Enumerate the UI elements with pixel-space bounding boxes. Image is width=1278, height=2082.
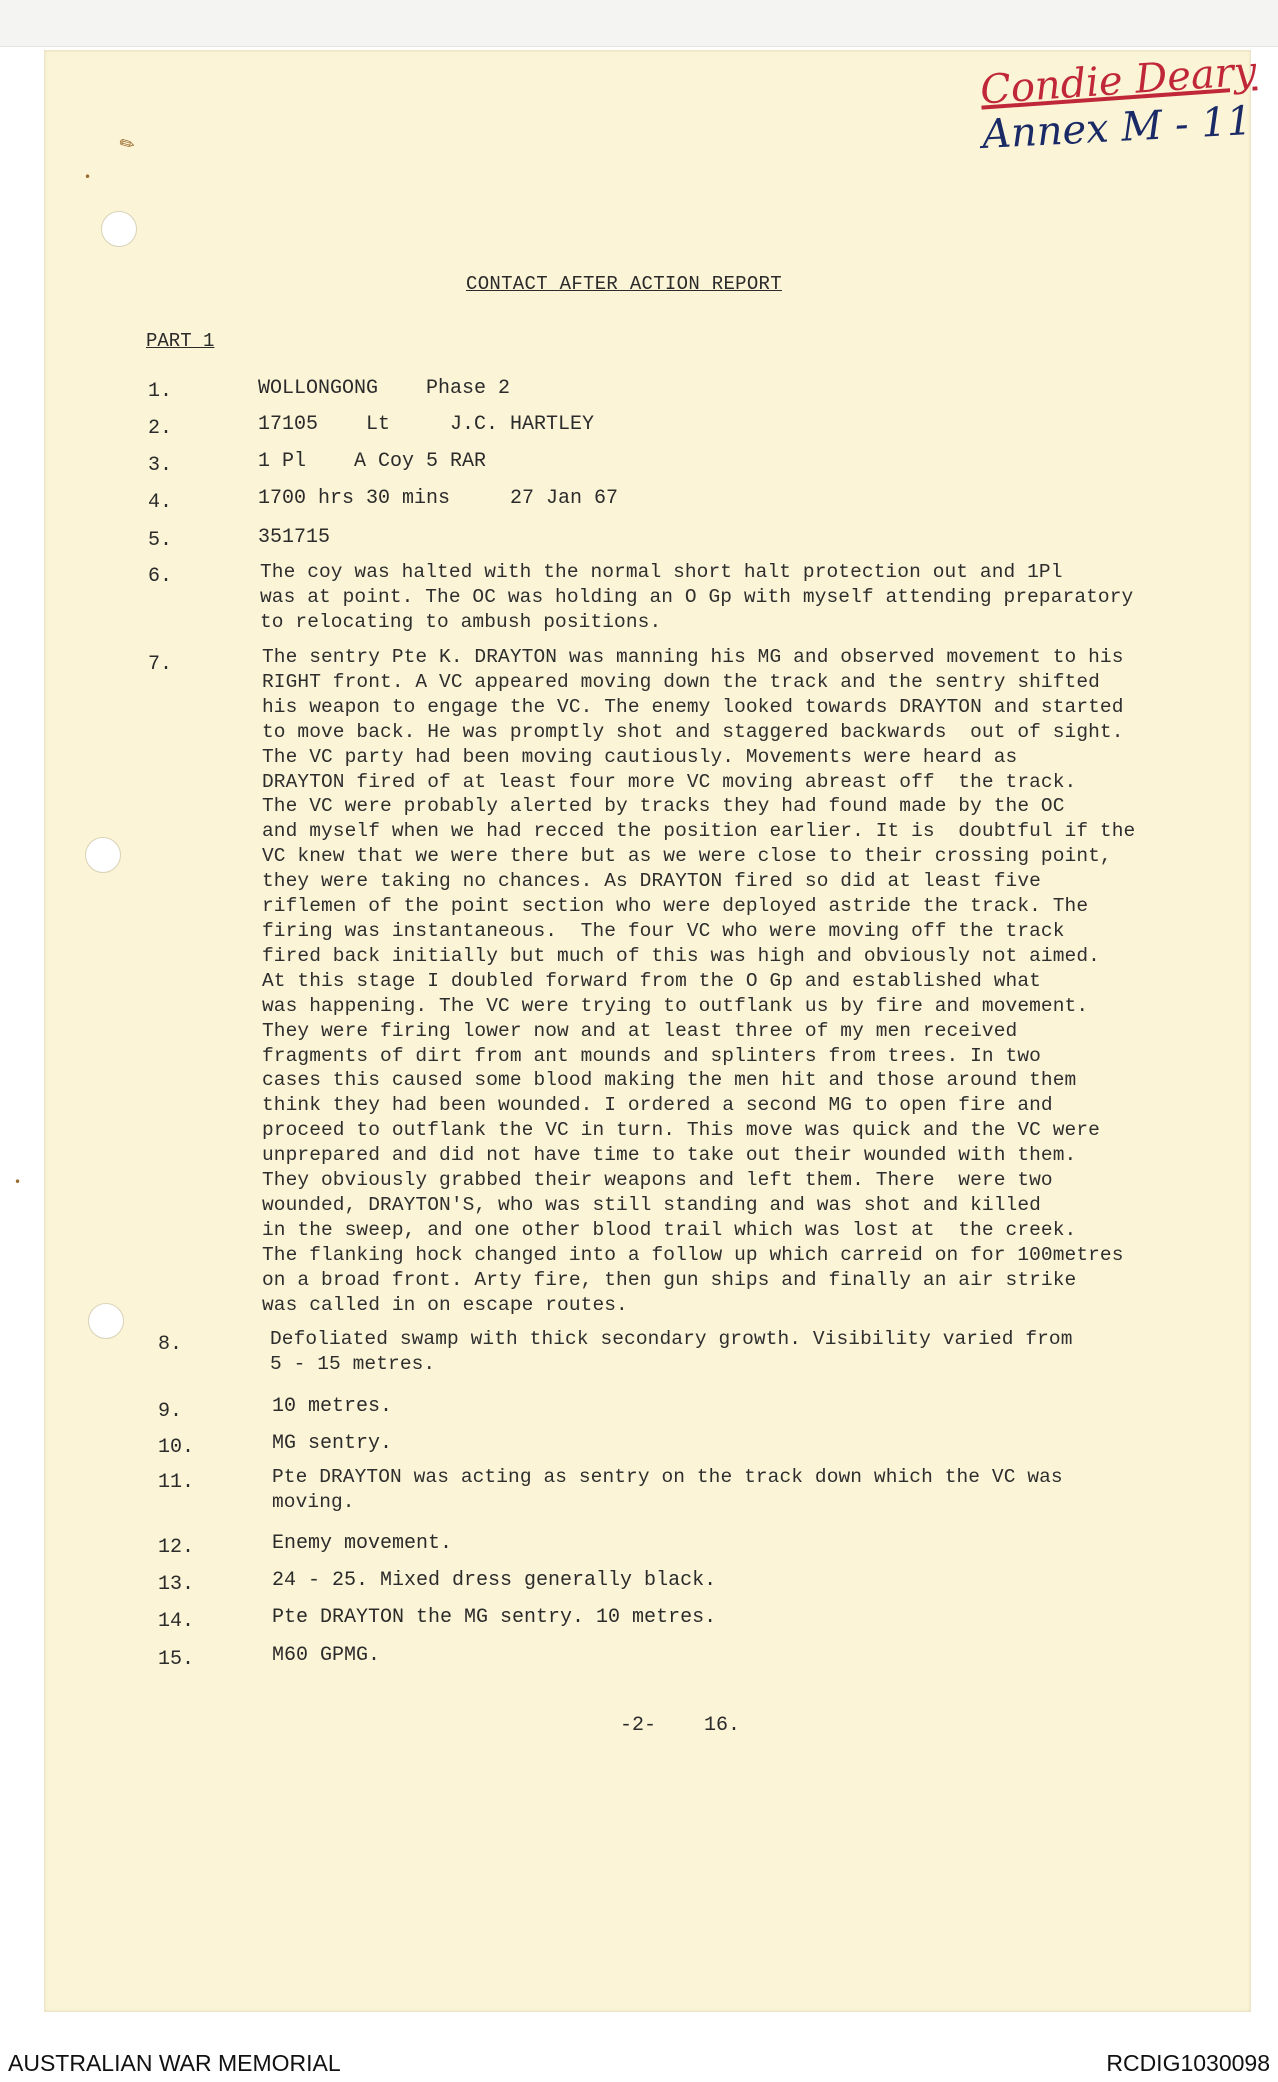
item-3-unit: 1 Pl A Coy 5 RAR <box>258 450 487 473</box>
item-number-8: 8. <box>158 1333 183 1356</box>
part-heading: PART 1 <box>146 330 215 352</box>
item-13-enemy-strength: 24 - 25. Mixed dress generally black. <box>272 1569 717 1592</box>
stain-dot-left: • <box>14 1175 22 1189</box>
archive-reference: RCDIG1030098 <box>1106 2050 1270 2076</box>
item-10-detected-by: MG sentry. <box>272 1432 393 1455</box>
item-14-first-fire: Pte DRAYTON the MG sentry. 10 metres. <box>272 1606 717 1629</box>
handwritten-annex-note: Annex M - 11 <box>980 97 1254 159</box>
item-15-weapon: M60 GPMG. <box>272 1644 381 1667</box>
item-8-terrain: Defoliated swamp with thick secondary growth. Visibility varied from 5 - 15 metres. <box>270 1328 1073 1375</box>
item-number-1: 1. <box>148 380 173 403</box>
handwritten-signature: Condie Deary <box>978 48 1258 114</box>
item-5-grid-reference: 351715 <box>258 526 331 549</box>
document-title: CONTACT AFTER ACTION REPORT <box>466 273 782 295</box>
item-2-officer: 17105 Lt J.C. HARTLEY <box>258 413 595 436</box>
item-number-9: 9. <box>158 1400 183 1423</box>
item-4-time-date: 1700 hrs 30 mins 27 Jan 67 <box>258 487 619 510</box>
item-number-2: 2. <box>148 417 173 440</box>
item-number-5: 5. <box>148 529 173 552</box>
item-number-7: 7. <box>148 653 173 676</box>
item-number-10: 10. <box>158 1436 195 1459</box>
archive-institution: AUSTRALIAN WAR MEMORIAL <box>8 2050 341 2076</box>
item-11-sentry-note: Pte DRAYTON was acting as sentry on the track down which the VC was moving. <box>272 1466 1063 1513</box>
item-number-14: 14. <box>158 1610 195 1633</box>
item-9-range: 10 metres. <box>272 1395 393 1418</box>
item-1-operation: WOLLONGONG Phase 2 <box>258 377 511 400</box>
punch-hole-middle <box>85 837 121 873</box>
item-number-3: 3. <box>148 454 173 477</box>
item-number-13: 13. <box>158 1573 195 1596</box>
stain-mark: ✎ <box>115 131 140 158</box>
item-12-indication: Enemy movement. <box>272 1532 453 1555</box>
item-number-15: 15. <box>158 1648 195 1671</box>
page-continuation-marker: -2- 16. <box>620 1714 741 1737</box>
item-number-4: 4. <box>148 491 173 514</box>
stain-dot: • <box>84 170 92 184</box>
punch-hole-bottom <box>88 1303 124 1339</box>
top-margin-strip <box>0 0 1278 47</box>
item-number-12: 12. <box>158 1536 195 1559</box>
punch-hole-top <box>101 211 137 247</box>
item-number-6: 6. <box>148 565 173 588</box>
item-number-11: 11. <box>158 1471 195 1494</box>
item-6-situation: The coy was halted with the normal short halt protection out and 1Pl was at point. The OC was holding an O Gp with myself attending preparatory to relocating to ambush positions. <box>260 561 1134 633</box>
item-7-narrative: The sentry Pte K. DRAYTON was manning his MG and observed movement to his RIGHT front. A VC appeared moving down the track and the sentry shifted his weapon to engage the VC. The enemy looked towards DRAYTON and started to move back. He was promptly shot and staggered backwards out of sight. The VC party had been moving cautiously. Movements were heard as DRAYTON fired of at least four more VC moving abreast off the track. The VC were probably alerted by tracks they had found made by the OC and myself when we had recced the position earlier. It is doubtful if the VC knew that we were there but as we were close to their crossing point, they were taking no chances. As DRAYTON fired so did at least five riflemen of the point section who were deployed astride the track. The firing was instantaneous. The four VC who were moving off the track fired back initially but much of this was high and obviously not aimed. At this stage I doubled forward from the O Gp and established what was happening. The VC were trying to outflank us by fire and movement. They were firing lower now and at least three of my men received fragments of dirt from ant mounds and splinters from trees. In two cases this caused some blood making the men hit and those around them think they had been wounded. I ordered a second MG to open fire and proceed to outflank the VC in turn. This move was quick and the VC were unprepared and did not have time to take out their wounded with them. They obviously grabbed their weapons and left them. There were two wounded, DRAYTON'S, who was still standing and was shot and killed in the sweep, and one other blood trail which was lost at the creek. The flanking hock changed into a follow up which carreid on for 100metres on a broad front. Arty fire, then gun ships and finally an air strike was called in on escape routes. <box>262 646 1136 1316</box>
